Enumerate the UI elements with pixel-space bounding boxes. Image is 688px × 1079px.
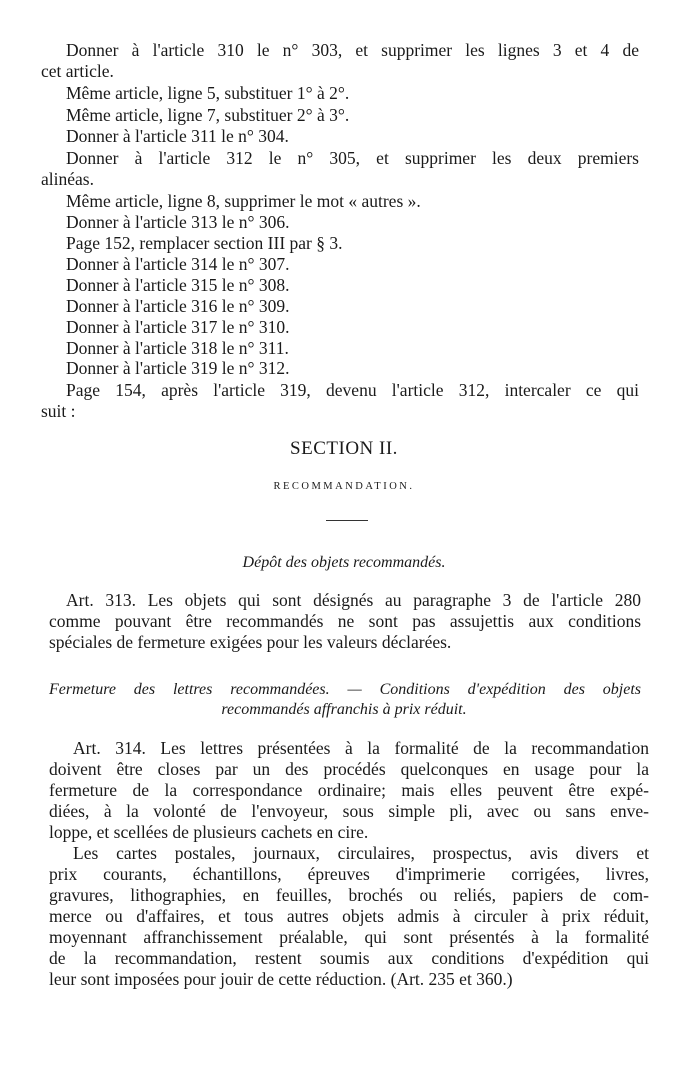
body-line: prix courants, échantillons, épreuves d'imprimerie corrigées, livres, [49,864,649,884]
subsection-heading: recommandés affranchis à prix réduit. [221,701,467,718]
subsection-heading: Dépôt des objets recommandés. [242,554,446,571]
errata-line: cet article. [41,61,114,81]
section-divider [326,520,368,521]
section-title: SECTION II. [290,438,398,459]
body-line: Les cartes postales, journaux, circulaires, prospectus, avis divers et [73,843,649,863]
body-line: fermeture de la correspondance ordinaire; mais elles peuvent être expé- [49,780,649,800]
body-line: Art. 314. Les lettres présentées à la formalité de la recommandation [73,738,649,758]
body-line: leur sont imposées pour jouir de cette réduction. (Art. 235 et 360.) [49,969,513,989]
body-line: doivent être closes par un des procédés quelconques en usage pour la [49,759,649,779]
body-line: spéciales de fermeture exigées pour les valeurs déclarées. [49,632,452,652]
section-subtitle: RECOMMANDATION. [273,481,415,492]
body-line: moyennant affranchissement préalable, qui sont présentés à la formalité [49,927,649,947]
errata-line: Donner à l'article 310 le n° 303, et supprimer les lignes 3 et 4 de [66,40,639,60]
body-line: loppe, et scellées de plusieurs cachets en cire. [49,822,369,842]
body-line: Art. 313. Les objets qui sont désignés au paragraphe 3 de l'article 280 [66,590,641,610]
errata-line: Même article, ligne 7, substituer 2° à 3°. [66,105,350,125]
body-line: diées, à la volonté de l'envoyeur, sous simple pli, avec ou sans enve- [49,801,649,821]
errata-line: Donner à l'article 312 le n° 305, et supprimer les deux premiers [66,148,639,168]
body-line: gravures, lithographies, en feuilles, brochés ou reliés, papiers de com- [49,885,649,905]
errata-line: Même article, ligne 5, substituer 1° à 2°. [66,83,350,103]
body-line: de la recommandation, restent soumis aux conditions d'expédition qui [49,948,649,968]
errata-line: Même article, ligne 8, supprimer le mot « autres ». [66,191,421,211]
errata-line: Donner à l'article 314 le n° 307. [66,254,290,274]
errata-line: Page 152, remplacer section III par § 3. [66,233,343,253]
errata-line: Page 154, après l'article 319, devenu l'article 312, intercaler ce qui [66,380,639,400]
errata-line: alinéas. [41,169,94,189]
errata-line: suit : [41,401,76,421]
body-line: comme pouvant être recommandés ne sont pas assujettis aux conditions [49,611,641,631]
errata-line: Donner à l'article 318 le n° 311. [66,338,289,358]
errata-line: Donner à l'article 315 le n° 308. [66,275,290,295]
errata-line: Donner à l'article 311 le n° 304. [66,126,289,146]
body-line: merce ou d'affaires, et tous autres objets admis à circuler à prix réduit, [49,906,649,926]
errata-line: Donner à l'article 313 le n° 306. [66,212,290,232]
errata-line: Donner à l'article 317 le n° 310. [66,317,290,337]
subsection-heading: Fermeture des lettres recommandées. — Conditions d'expédition des objets [49,681,641,698]
errata-line: Donner à l'article 316 le n° 309. [66,296,290,316]
errata-line: Donner à l'article 319 le n° 312. [66,358,290,378]
